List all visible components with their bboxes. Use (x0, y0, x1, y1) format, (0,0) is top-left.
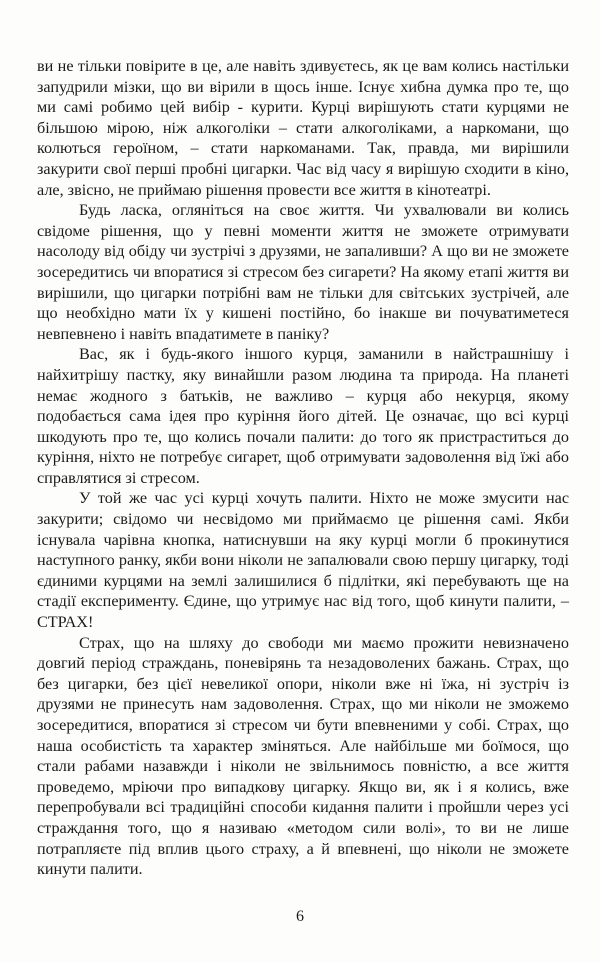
paragraph-3: Вас, як і будь-якого іншого курця, заманили в найстрашнішу і найхитрішу пастку, яку винайшли разом людина та природа. На планеті немає жодного з батьків, не важливо – курця або некурця, якому подобається сама ідея про куріння його дітей. Це означає, що всі курці шкодують про те, що колись почали палити: до того як пристраститься до куріння, ніхто не потребує сигарет, щоб отримувати задоволення від їжі або справлятися зі стресом. (37, 345, 569, 487)
page-number: 6 (296, 908, 304, 925)
paragraph-5: Страх, що на шляху до свободи ми маємо прожити невизначено довгий період страждань, поневірянь та незадоволених бажань. Страх, що без цигарки, без цієї невеликої опори, ніколи вже ні їжа, ні зустріч із друзями не принесуть нам задоволення. Страх, що ми ніколи не зможемо зосередитися, впоратися зі стресом чи бути впевненими у собі. Страх, що наша особистість та характер зміняться. Але найбільше ми боїмося, що стали рабами назавжди і ніколи не звільнимось повністю, а все життя проведемо, мріючи про випадкову цигарку. Якщо ви, як і я колись, вже перепробували всі традиційні способи кидання палити і пройшли через усі страждання того, що я називаю «методом сили волі», то ви не лише потрапляєте під вплив цього страху, а й впевнені, що ніколи не зможете кинути палити. (37, 633, 569, 879)
paragraph-2: Будь ласка, огляніться на своє життя. Чи ухвалювали ви колись свідоме рішення, що у певні моменти життя не зможете отримувати насолоду від обіду чи зустрічі з друзями, не запаливши? А що ви не зможете зосередитись чи впоратися зі стресом без сигарети? На якому етапі життя ви вирішили, що цигарки потрібні вам не тільки для світських зустрічей, але що необхідно мати їх у кишені постійно, бо інакше ви почуватиметеся невпевнено і навіть впадатимете в паніку? (37, 201, 569, 343)
paragraph-1: ви не тільки повірите в це, але навіть здивуєтесь, як це вам колись настільки запудрили мізки, що ви вірили в щось інше. Існує хибна думка про те, що ми самі робимо цей вибір - курити. Курці вирішують стати курцями не більшою мірою, ніж алкоголіки – стати алкоголіками, а наркомани, що колються героїном, – стати наркоманами. Так, правда, ми вирішили закурити свої перші пробні цигарки. Час від часу я вирішую сходити в кіно, але, звісно, не приймаю рішення провести все життя в кінотеатрі. (37, 57, 569, 199)
body-text (37, 56, 569, 880)
paragraph-4: У той же час усі курці хочуть палити. Ніхто не може змусити нас закурити; свідомо чи несвідомо ми приймаємо це рішення самі. Якби існувала чарівна кнопка, натиснувши на яку курці могли б прокинутися наступного ранку, якби вони ніколи не запалювали свою першу цигарку, тоді єдиними курцями на землі залишилися б підлітки, які перебувають ще на стадії експерименту. Єдине, що утримує нас від того, щоб кинути палити, – СТРАХ! (37, 489, 569, 632)
